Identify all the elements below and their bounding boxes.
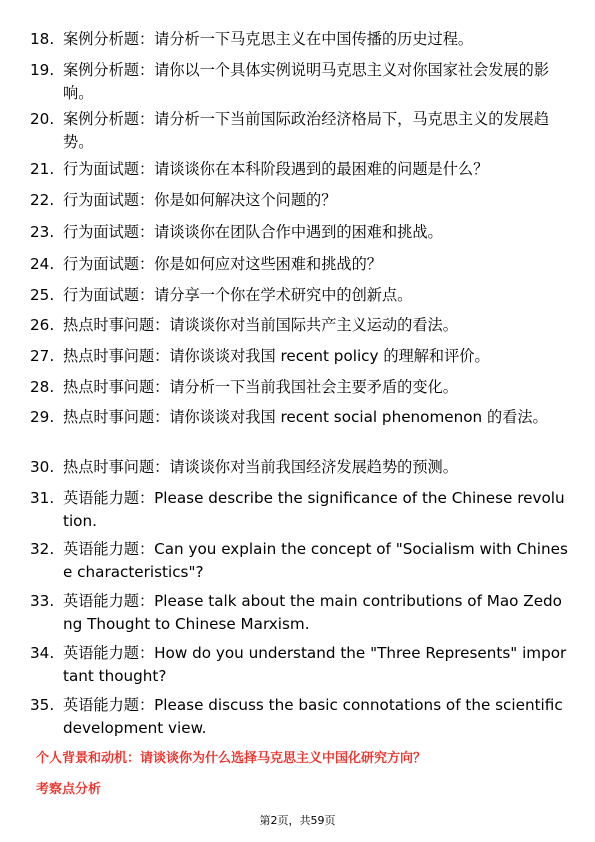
question-number: 22. (30, 191, 55, 209)
question-text: 热点时事问题：请谈谈你对当前国际共产主义运动的看法。 (63, 316, 458, 334)
question-text: 英语能力题：Please discuss the basic connotations of the scientific development view. (63, 696, 563, 737)
question-number: 26. (30, 316, 55, 334)
question-text: 英语能力题：Can you explain the concept of "Socialism with Chinese characteristics"? (63, 540, 568, 581)
question-item (30, 108, 570, 154)
question-item (30, 694, 570, 740)
question-number: 27. (30, 347, 55, 365)
question-text: 案例分析题：请分析一下当前国际政治经济格局下，马克思主义的发展趋势。 (63, 110, 549, 151)
question-number: 24. (30, 255, 55, 273)
question-item (30, 158, 570, 181)
question-item (30, 456, 570, 479)
question-item (30, 59, 570, 105)
question-text: 行为面试题：你是如何应对这些困难和挑战的？ (63, 255, 382, 273)
question-text: 热点时事问题：请谈谈你对当前我国经济发展趋势的预测。 (63, 458, 458, 476)
question-number: 18. (30, 30, 55, 48)
question-number: 33. (30, 592, 55, 610)
question-item (30, 376, 570, 399)
question-number: 31. (30, 489, 55, 507)
question-number: 23. (30, 223, 55, 241)
question-number: 28. (30, 378, 55, 396)
question-text: 英语能力题：Please describe the significance of the Chinese revolution. (63, 489, 565, 530)
question-text: 行为面试题：请分享一个你在学术研究中的创新点。 (63, 286, 413, 304)
question-item (30, 28, 570, 51)
analysis-subheading: 考察点分析 (36, 782, 102, 797)
question-number: 20. (30, 110, 55, 128)
question-text: 热点时事问题：请分析一下当前我国社会主要矛盾的变化。 (63, 378, 458, 396)
question-item (30, 284, 570, 307)
question-text: 案例分析题：请你以一个具体实例说明马克思主义对你国家社会发展的影响。 (63, 61, 549, 102)
section-heading: 个人背景和动机：请谈谈你为什么选择马克思主义中国化研究方向？ (36, 751, 427, 766)
question-number: 29. (30, 408, 55, 426)
page-number-footer: 第2页，共59页 (259, 814, 336, 827)
question-number: 25. (30, 286, 55, 304)
question-number: 30. (30, 458, 55, 476)
question-item (30, 590, 570, 636)
question-item (30, 314, 570, 337)
question-text: 英语能力题：Please talk about the main contributions of Mao Zedong Thought to Chinese Marxism. (63, 592, 562, 633)
question-item (30, 406, 570, 429)
question-text: 行为面试题：请谈谈你在团队合作中遇到的困难和挑战。 (63, 223, 443, 241)
question-number: 34. (30, 644, 55, 662)
question-item (30, 538, 570, 584)
question-text: 热点时事问题：请你谈谈对我国 recent social phenomenon 的看法。 (63, 408, 548, 426)
question-item (30, 487, 570, 533)
question-item (30, 221, 570, 244)
question-number: 21. (30, 160, 55, 178)
question-text: 热点时事问题：请你谈谈对我国 recent policy 的理解和评价。 (63, 347, 490, 365)
question-item (30, 189, 570, 212)
question-text: 行为面试题：请谈谈你在本科阶段遇到的最困难的问题是什么？ (63, 160, 489, 178)
question-text: 案例分析题：请分析一下马克思主义在中国传播的历史过程。 (63, 30, 474, 48)
question-item (30, 642, 570, 688)
question-number: 32. (30, 540, 55, 558)
question-number: 35. (30, 696, 55, 714)
question-item (30, 253, 570, 276)
question-number: 19. (30, 61, 55, 79)
question-text: 英语能力题：How do you understand the "Three Represents" important thought? (63, 644, 567, 685)
question-text: 行为面试题：你是如何解决这个问题的？ (63, 191, 337, 209)
question-item (30, 345, 570, 368)
